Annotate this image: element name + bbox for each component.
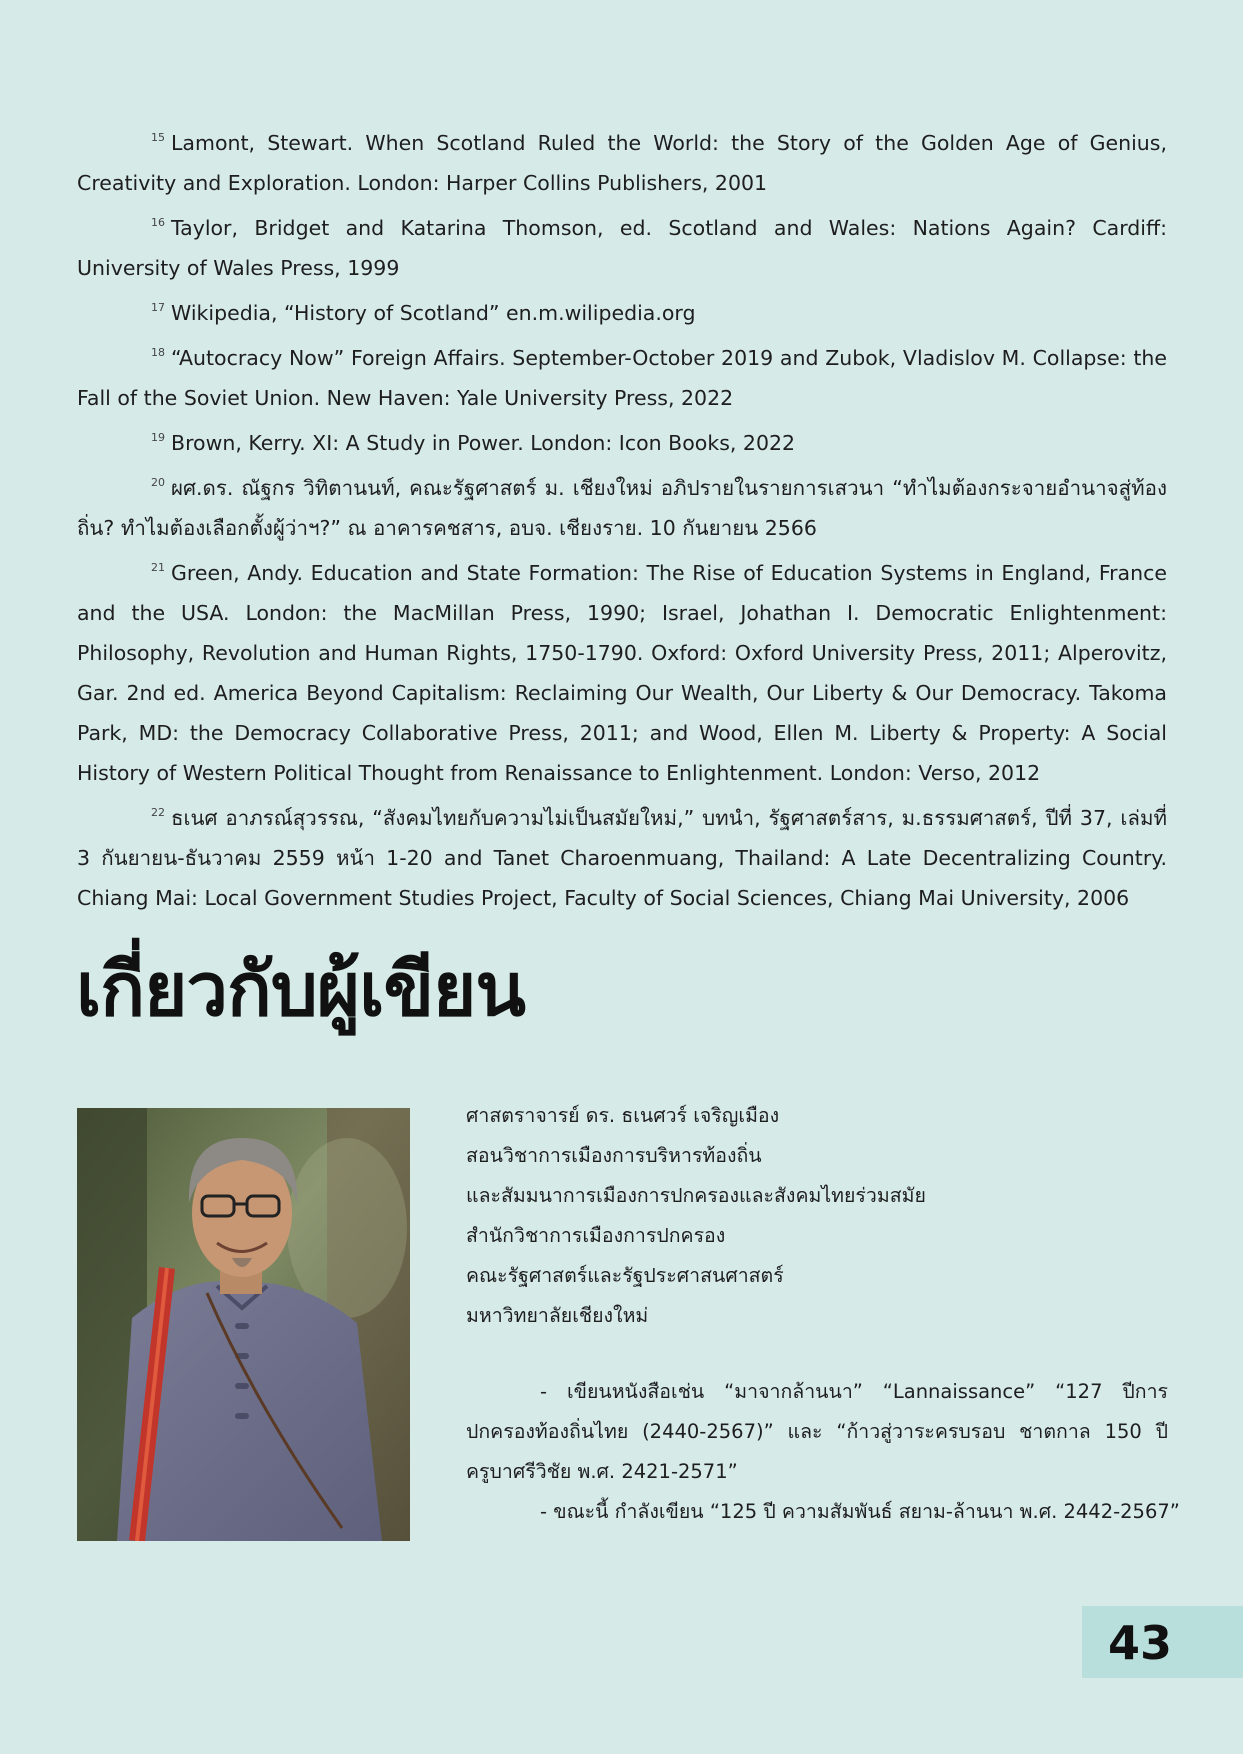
- footnote-20: [77, 463, 1167, 548]
- section-title: เกี่ยวกับผู้เขียน: [76, 947, 525, 1033]
- page-number: 43: [1108, 1616, 1173, 1670]
- footnote-number: 22: [151, 806, 165, 819]
- footnote-number: 18: [151, 346, 165, 359]
- footnote-19: [77, 418, 1167, 463]
- footnote-text: ธเนศ อาภรณ์สุวรรณ, “สังคมไทยกับความไม่เป็นสมัยใหม่,” บทนำ, รัฐศาสตร์สาร, ม.ธรรมศาสตร์, ปีที่ 37, เล่มที่ 3 กันยายน-ธันวาคม 2559 หน้า 1-20 and Tanet Charoenmuang, Thailand: A Late Decentralizing Country. Chiang Mai: Local Government Studies Project, Faculty of Social Sciences, Chiang Mai University, 2006: [77, 806, 1167, 910]
- author-line: สำนักวิชาการเมืองการปกครอง: [466, 1224, 726, 1247]
- footnote-number: 20: [151, 476, 165, 489]
- author-bio: [466, 1096, 1180, 1532]
- footnote-text: Green, Andy. Education and State Formation: The Rise of Education Systems in England, France and the USA. London: the MacMillan Press, 1990; Israel, Johathan I. Democratic Enlightenment: Philosophy, Revolution and Human Rights, 1750-1790. Oxford: Oxford University Press, 2011; Alperovitz, Gar. 2nd ed. America Beyond Capitalism: Reclaiming Our Wealth, Our Liberty & Our Democracy. Takoma Park, MD: the Democracy Collaborative Press, 2011; and Wood, Ellen M. Liberty & Property: A Social History of Western Political Thought from Renaissance to Enlightenment. London: Verso, 2012: [77, 561, 1167, 785]
- footnote-text: Taylor, Bridget and Katarina Thomson, ed. Scotland and Wales: Nations Again? Cardiff: University of Wales Press, 1999: [77, 216, 1167, 280]
- footnote-number: 15: [151, 131, 165, 144]
- footnote-text: ผศ.ดร. ณัฐกร วิทิตานนท์, คณะรัฐศาสตร์ ม. เชียงใหม่ อภิปรายในรายการเสวนา “ทำไมต้องกระจายอำนาจสู่ท้องถิ่น? ทำไมต้องเลือกตั้งผู้ว่าฯ?” ณ อาคารคชสาร, อบจ. เชียงราย. 10 กันยายน 2566: [77, 476, 1167, 540]
- author-photo: [77, 1108, 410, 1541]
- author-works: [466, 1372, 1180, 1532]
- footnote-21: [77, 548, 1167, 793]
- author-name: ศาสตราจารย์ ดร. ธเนศวร์ เจริญเมือง: [466, 1104, 780, 1127]
- footnote-text: “Autocracy Now” Foreign Affairs. September-October 2019 and Zubok, Vladislov M. Collapse: the Fall of the Soviet Union. New Haven: Yale University Press, 2022: [77, 346, 1167, 410]
- author-line: คณะรัฐศาสตร์และรัฐประศาสนศาสตร์: [466, 1264, 784, 1287]
- footnote-number: 19: [151, 431, 165, 444]
- footnote-18: [77, 333, 1167, 418]
- author-line: มหาวิทยาลัยเชียงใหม่: [466, 1304, 649, 1327]
- footnote-22: [77, 793, 1167, 918]
- footnotes: [77, 118, 1167, 918]
- footnote-number: 16: [151, 216, 165, 229]
- footnote-15: [77, 118, 1167, 203]
- footnote-number: 17: [151, 301, 165, 314]
- author-line: และสัมมนาการเมืองการปกครองและสังคมไทยร่วมสมัย: [466, 1184, 926, 1207]
- footnote-text: Lamont, Stewart. When Scotland Ruled the World: the Story of the Golden Age of Genius, Creativity and Exploration. London: Harper Collins Publishers, 2001: [77, 131, 1167, 195]
- works-in-progress: - ขณะนี้ กำลังเขียน “125 ปี ความสัมพันธ์ สยาม-ล้านนา พ.ศ. 2442-2567”: [540, 1500, 1180, 1523]
- footnote-text: Brown, Kerry. XI: A Study in Power. London: Icon Books, 2022: [171, 431, 796, 455]
- author-line: สอนวิชาการเมืองการบริหารท้องถิ่น: [466, 1144, 762, 1167]
- footnote-number: 21: [151, 561, 165, 574]
- footnote-16: [77, 203, 1167, 288]
- works-published: - เขียนหนังสือเช่น “มาจากล้านนา” “Lannaissance” “127 ปีการปกครองท้องถิ่นไทย (2440-2567)” และ “ก้าวสู่วาระครบรอบ ชาตกาล 150 ปี ครูบาศรีวิชัย พ.ศ. 2421-2571”: [466, 1380, 1168, 1483]
- footnote-17: [77, 288, 1167, 333]
- footnote-text: Wikipedia, “History of Scotland” en.m.wilipedia.org: [171, 301, 696, 325]
